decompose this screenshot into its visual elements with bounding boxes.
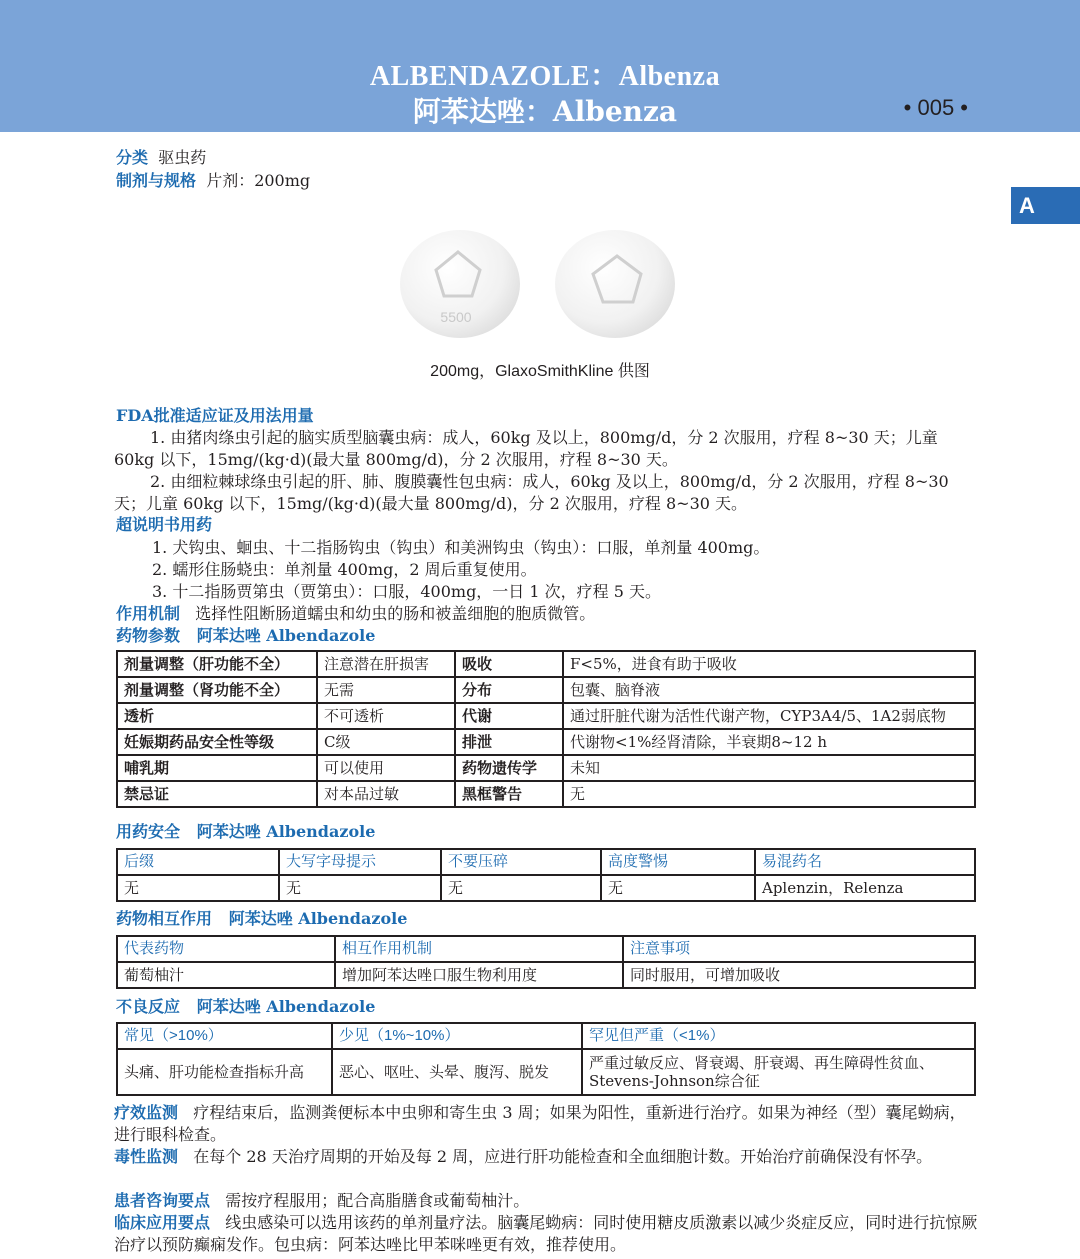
table-row (117, 962, 975, 988)
formulation-value: 片剂：200mg (206, 171, 311, 190)
interactions-table (116, 935, 976, 989)
table-cell: 无 (563, 781, 975, 807)
table-row (117, 651, 975, 677)
table-cell: C级 (317, 729, 455, 755)
toxicity-value: 在每个 28 天治疗周期的开始及每 2 周，应进行肝功能检查和全血细胞计数。开始治疗前确保没有怀孕。 (193, 1147, 933, 1166)
table-header: 易混药名 (755, 849, 975, 875)
table-cell: 未知 (563, 755, 975, 781)
title-english: ALBENDAZOLE：Albenza (369, 61, 721, 92)
interactions-heading: 药物相互作用 (116, 909, 213, 928)
pk-table (116, 650, 976, 808)
table-cell: 无 (441, 875, 601, 901)
section-tab-a[interactable]: A (1011, 187, 1080, 224)
table-cell-line: 严重过敏反应、肾衰竭、肝衰竭、再生障碍性贫血、 (589, 1054, 935, 1072)
toxicity-paragraph (114, 1146, 980, 1168)
table-cell: 包囊、脑脊液 (563, 677, 975, 703)
clinical-value: 线虫感染可以选用该药的单剂量疗法。脑囊尾蚴病：同时使用糖皮质激素以减少炎症反应，同时进行抗惊厥治疗以预防癫痫发作。包虫病：阿苯达唑比甲苯咪唑更有效，推荐使用。 (114, 1213, 978, 1254)
table-cell: 无 (279, 875, 441, 901)
safety-heading-line (116, 821, 375, 843)
tablet-back (555, 230, 675, 338)
interactions-drug: 阿苯达唑 Albendazole (228, 909, 408, 928)
table-cell: 通过肝脏代谢为活性代谢产物，CYP3A4/5、1A2弱底物 (563, 703, 975, 729)
table-row (117, 781, 975, 807)
toxicity-label: 毒性监测 (114, 1147, 179, 1166)
safety-heading: 用药安全 (116, 822, 181, 841)
counsel-label: 患者咨询要点 (114, 1191, 211, 1210)
formulation-label: 制剂与规格 (116, 171, 197, 190)
table-cell: 禁忌证 (117, 781, 317, 807)
table-header: 不要压碎 (441, 849, 601, 875)
table-cell: 对本品过敏 (317, 781, 455, 807)
table-cell: 注意潜在肝损害 (317, 651, 455, 677)
efficacy-value: 疗程结束后，监测粪便标本中虫卵和寄生虫 3 周；如果为阳性，重新进行治疗。如果为神经（型）囊尾蚴病，进行眼科检查。 (114, 1103, 966, 1144)
table-header: 常见（>10%） (117, 1023, 332, 1049)
mechanism-value: 选择性阻断肠道蠕虫和幼虫的肠和被盖细胞的胞质微管。 (195, 604, 596, 623)
table-cell: Aplenzin，Relenza (755, 875, 975, 901)
table-header: 罕见但严重（<1%） (582, 1023, 975, 1049)
classification-value: 驱虫药 (158, 148, 207, 167)
table-header: 后缀 (117, 849, 279, 875)
adverse-heading-line (116, 996, 375, 1018)
table-row (117, 729, 975, 755)
table-cell: 增加阿苯达唑口服生物利用度 (335, 962, 623, 988)
table-cell: 无 (601, 875, 755, 901)
table-cell-line: Stevens-Johnson综合征 (589, 1072, 760, 1090)
pill-image (395, 226, 675, 346)
pentagon-imprint-icon (400, 230, 520, 338)
adverse-heading: 不良反应 (116, 997, 181, 1016)
title-chinese: 阿苯达唑：Albenza (412, 95, 678, 128)
fda-paragraph-2: 2. 由细粒棘球绦虫引起的肝、肺、腹膜囊性包虫病：成人，60kg 及以上，800mg/d，分 2 次服用，疗程 8~30 天；儿童 60kg 以下，15mg/(kg·d)(最大量 800mg/d)，分 2 次服用，疗程 8~30 天。 (114, 472, 949, 513)
adverse-drug: 阿苯达唑 Albendazole (196, 997, 376, 1016)
tablet-imprint: 5500 (440, 309, 472, 325)
interactions-heading-line (116, 908, 407, 930)
mechanism-label: 作用机制 (116, 604, 181, 623)
table-cell: 黑框警告 (455, 781, 563, 807)
pill-caption: 200mg，GlaxoSmithKline 供图 (430, 363, 650, 380)
table-cell: 葡萄柚汁 (117, 962, 335, 988)
mechanism-line (116, 603, 595, 625)
efficacy-label: 疗效监测 (114, 1103, 179, 1122)
offlabel-item-1: 1. 犬钩虫、蛔虫、十二指肠钩虫（钩虫）和美洲钩虫（钩虫）：口服，单剂量 400mg。 (152, 538, 770, 557)
table-row (117, 755, 975, 781)
table-cell: 不可透析 (317, 703, 455, 729)
counsel-paragraph (114, 1190, 980, 1212)
clinical-label: 临床应用要点 (114, 1213, 211, 1232)
table-row (117, 677, 975, 703)
table-cell: 代谢 (455, 703, 563, 729)
adverse-table (116, 1022, 976, 1096)
safety-table (116, 848, 976, 902)
efficacy-paragraph (114, 1102, 980, 1146)
classification-label: 分类 (116, 148, 149, 167)
table-cell: 药物遗传学 (455, 755, 563, 781)
table-row (117, 703, 975, 729)
table-cell: 剂量调整（肝功能不全） (117, 651, 317, 677)
table-header: 注意事项 (623, 936, 975, 962)
table-cell: 无需 (317, 677, 455, 703)
fda-heading: FDA批准适应证及用法用量 (116, 406, 314, 425)
classification-line (116, 147, 206, 169)
header-banner (0, 0, 1080, 132)
table-row (117, 875, 975, 901)
pk-heading-line (116, 625, 375, 647)
offlabel-item-3: 3. 十二指肠贾第虫（贾第虫）：口服，400mg，一日 1 次，疗程 5 天。 (152, 582, 662, 601)
table-row (117, 1049, 975, 1095)
table-cell: 透析 (117, 703, 317, 729)
table-cell: 哺乳期 (117, 755, 317, 781)
table-cell: 恶心、呕吐、头晕、腹泻、脱发 (332, 1049, 582, 1095)
table-cell: 妊娠期药品安全性等级 (117, 729, 317, 755)
table-cell: 吸收 (455, 651, 563, 677)
offlabel-heading: 超说明书用药 (116, 515, 213, 534)
table-header: 高度警惕 (601, 849, 755, 875)
table-cell: 剂量调整（肾功能不全） (117, 677, 317, 703)
table-cell-rare (582, 1049, 975, 1095)
safety-drug: 阿苯达唑 Albendazole (196, 822, 376, 841)
table-cell: 可以使用 (317, 755, 455, 781)
offlabel-item-2: 2. 蠕形住肠蛲虫：单剂量 400mg，2 周后重复使用。 (152, 560, 537, 579)
table-header-row (117, 1023, 975, 1049)
table-header: 少见（1%~10%） (332, 1023, 582, 1049)
table-cell: 分布 (455, 677, 563, 703)
counsel-value: 需按疗程服用；配合高脂膳食或葡萄柚汁。 (225, 1191, 530, 1210)
table-cell: 代谢物<1%经肾清除，半衰期8~12 h (563, 729, 975, 755)
table-cell: 排泄 (455, 729, 563, 755)
table-header-row (117, 936, 975, 962)
table-header: 相互作用机制 (335, 936, 623, 962)
pk-heading: 药物参数 (116, 626, 181, 645)
table-header: 大写字母提示 (279, 849, 441, 875)
pk-drug: 阿苯达唑 Albendazole (196, 626, 376, 645)
table-cell: 无 (117, 875, 279, 901)
clinical-paragraph (114, 1212, 980, 1256)
table-cell: F<5%，进食有助于吸收 (563, 651, 975, 677)
page-number: • 005 • (903, 95, 968, 120)
pentagon-imprint-icon (555, 230, 675, 338)
formulation-line (116, 170, 310, 192)
table-header: 代表药物 (117, 936, 335, 962)
table-cell: 头痛、肝功能检查指标升高 (117, 1049, 332, 1095)
tablet-front (400, 230, 520, 338)
table-cell: 同时服用，可增加吸收 (623, 962, 975, 988)
table-header-row (117, 849, 975, 875)
fda-paragraph-1: 1. 由猪肉绦虫引起的脑实质型脑囊虫病：成人，60kg 及以上，800mg/d，分 2 次服用，疗程 8~30 天；儿童 60kg 以下，15mg/(kg·d)(最大量 800mg/d)，分 2 次服用，疗程 8~30 天。 (114, 428, 938, 469)
